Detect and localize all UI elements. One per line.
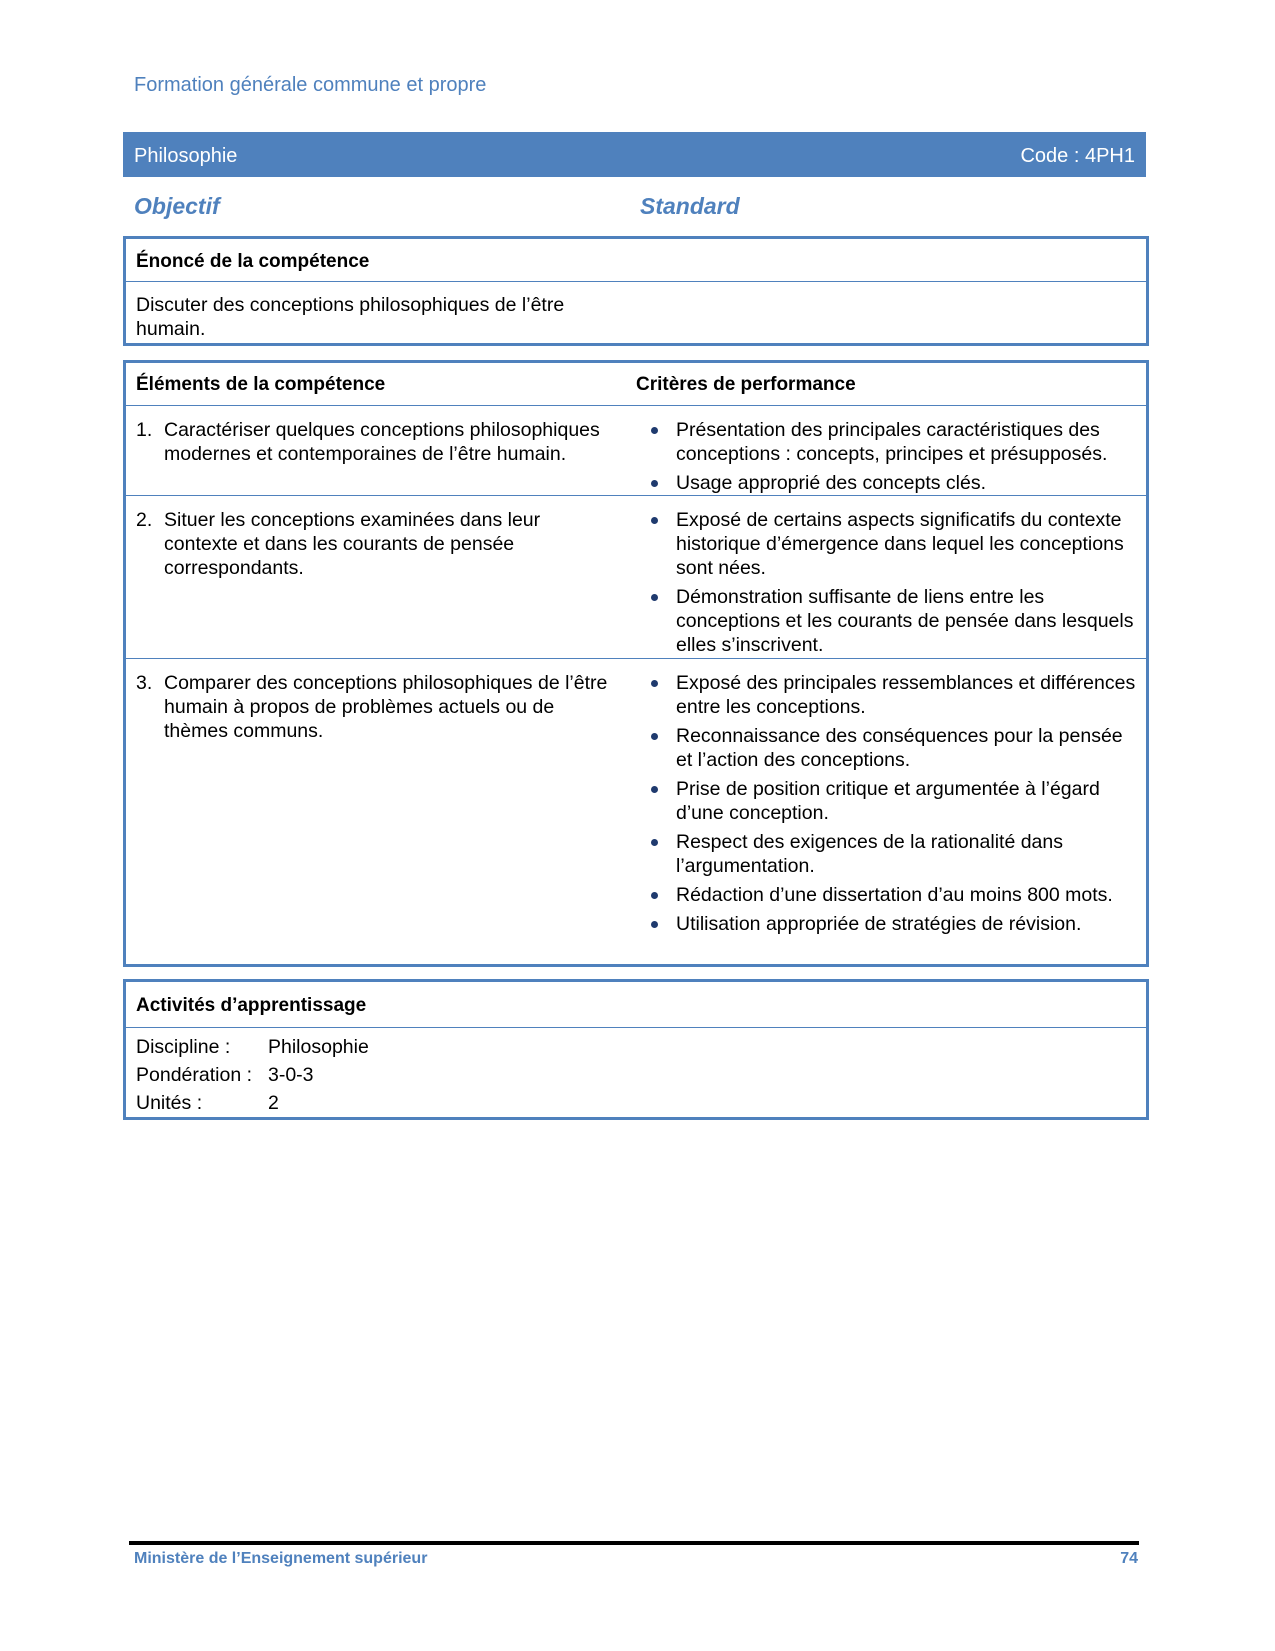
course-code: Code : 4PH1 [1020,145,1135,167]
discipline-label: Discipline : [136,1036,231,1058]
enonce-text: Discuter des conceptions philosophiques de l’être humain. [136,294,565,340]
course-subject: Philosophie [134,145,238,167]
criterion-item: Respect des exigences de la rationalité dans l’argumentation. [646,830,1136,878]
element-text: Comparer des conceptions philosophiques de l’être humain à propos de problèmes actuels ou de thèmes communs. [164,672,608,742]
element-number: 3. [136,672,153,694]
element-number: 1. [136,419,153,441]
element-text: Situer les conceptions examinées dans leur contexte et dans les courants de pensée correspondants. [164,509,541,579]
criterion-item: Reconnaissance des conséquences pour la pensée et l’action des conceptions. [646,724,1136,772]
activites-heading: Activités d’apprentissage [126,982,1146,1028]
criterion-item: Exposé des principales ressemblances et différences entre les conceptions. [646,671,1136,719]
unites-label: Unités : [136,1092,203,1114]
criterion-item: Utilisation appropriée de stratégies de révision. [646,912,1136,936]
document-header-title: Formation générale commune et propre [134,74,487,96]
enonce-box [123,236,1149,346]
competence-table [123,360,1149,967]
criterion-item: Exposé de certains aspects significatifs du contexte historique d’émergence dans lequel les conceptions sont nées. [646,508,1136,580]
unites-line [136,1092,279,1115]
table-row [126,659,1146,961]
criterion-item: Démonstration suffisante de liens entre les conceptions et les courants de pensée dans lesquels elles s’inscrivent. [646,585,1136,657]
footer-divider [129,1541,1139,1545]
table-row [126,406,1146,496]
unites-value: 2 [268,1092,279,1114]
criterion-item: Présentation des principales caractéristiques des conceptions : concepts, principes et présupposés. [646,418,1136,466]
standard-label: Standard [640,193,740,219]
col-header-elements: Éléments de la compétence [136,374,386,395]
criterion-item: Prise de position critique et argumentée à l’égard d’une conception. [646,777,1136,825]
course-banner [123,132,1146,177]
footer-ministry: Ministère de l’Enseignement supérieur [134,1550,428,1567]
ponderation-value: 3-0-3 [268,1064,314,1086]
criterion-item: Rédaction d’une dissertation d’au moins 800 mots. [646,883,1136,907]
objectif-label: Objectif [134,193,220,219]
table-row [126,496,1146,659]
enonce-heading: Énoncé de la compétence [126,239,1146,282]
table-header [126,363,1146,406]
activites-box [123,979,1149,1120]
element-number: 2. [136,509,153,531]
criterion-item: Usage approprié des concepts clés. [646,471,1136,495]
discipline-line [136,1036,369,1059]
discipline-value: Philosophie [268,1036,369,1058]
ponderation-line [136,1064,314,1087]
col-header-criteres: Critères de performance [636,374,856,395]
element-text: Caractériser quelques conceptions philosophiques modernes et contemporaines de l’être humain. [164,419,600,465]
page-number: 74 [1120,1550,1138,1567]
ponderation-label: Pondération : [136,1064,253,1086]
